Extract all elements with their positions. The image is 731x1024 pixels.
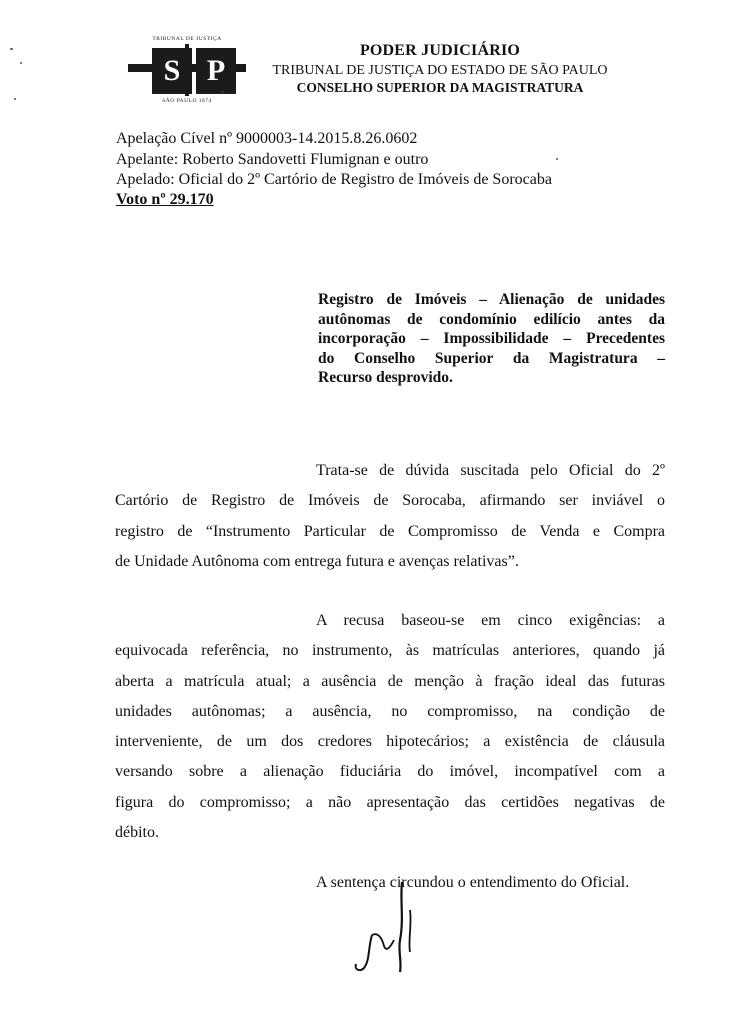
logo-letter-right: P xyxy=(196,48,236,94)
logo-sword-icon xyxy=(185,44,189,96)
paragraph-2 xyxy=(115,606,665,848)
paragraph-line: equivocada referência, no instrumento, às matrículas anteriores, quando já xyxy=(115,642,665,660)
ementa-line: do Conselho Superior da Magistratura – xyxy=(318,349,665,367)
paragraph-line: registro de “Instrumento Particular de Compromisso de Venda e Compra xyxy=(115,522,665,540)
vote-number: Voto nº 29.170 xyxy=(116,191,214,208)
paragraph-line: Cartório de Registro de Imóveis de Sorocaba, afirmando ser inviável o xyxy=(115,492,665,510)
paragraph-line: de Unidade Autônoma com entrega futura e avenças relativas”. xyxy=(115,552,519,570)
header-conselho: CONSELHO SUPERIOR DA MAGISTRATURA xyxy=(296,80,584,95)
handwritten-signature xyxy=(350,880,420,975)
paragraph-line: A recusa baseou-se em cinco exigências: a xyxy=(316,612,665,629)
scan-speck xyxy=(14,98,16,100)
ementa-summary xyxy=(318,290,665,388)
ementa-line: autônomas de condomínio edilício antes da xyxy=(318,310,665,328)
logo-letter-left: S xyxy=(152,48,192,94)
appeal-number: Apelação Cível nº 9000003-14.2015.8.26.0602 xyxy=(116,130,418,147)
appellee: Apelado: Oficial do 2º Cartório de Registro de Imóveis de Sorocaba xyxy=(116,171,552,188)
scan-speck xyxy=(556,158,558,160)
paragraph-line: débito. xyxy=(115,824,159,842)
scan-speck xyxy=(10,48,13,50)
paragraph-line: figura do compromisso; a não apresentação das certidões negativas de xyxy=(115,793,665,811)
paragraph-line: Trata-se de dúvida suscitada pelo Oficial do 2º xyxy=(316,462,665,479)
header-poder-judiciario: PODER JUDICIÁRIO xyxy=(359,42,521,59)
paragraph-line: A sentença circundou o entendimento do Oficial. xyxy=(316,874,630,891)
logo-top-text: TRIBUNAL DE JUSTIÇA xyxy=(152,36,222,42)
ementa-line: incorporação – Impossibilidade – Precedentes xyxy=(318,330,665,347)
paragraph-line: versando sobre a alienação fiduciária do imóvel, incompatível com a xyxy=(115,763,665,781)
paragraph-line: interveniente, de um dos credores hipotecários; a existência de cláusula xyxy=(115,733,665,751)
paragraph-1 xyxy=(115,456,665,577)
ementa-line: Recurso desprovido. xyxy=(318,369,453,386)
court-seal-logo xyxy=(128,36,246,106)
header-tribunal: TRIBUNAL DE JUSTIÇA DO ESTADO DE SÃO PAULO xyxy=(272,63,608,78)
scan-speck xyxy=(221,91,224,94)
appellant: Apelante: Roberto Sandovetti Flumignan e outro xyxy=(116,151,429,168)
logo-bottom-text: SÃO PAULO 1874 xyxy=(162,98,212,104)
scan-speck xyxy=(20,62,22,64)
paragraph-line: aberta a matrícula atual; a ausência de menção à fração ideal das futuras xyxy=(115,672,665,690)
ementa-line: Registro de Imóveis – Alienação de unidades xyxy=(318,291,665,308)
paragraph-line: unidades autônomas; a ausência, no compromisso, na condição de xyxy=(115,702,665,720)
